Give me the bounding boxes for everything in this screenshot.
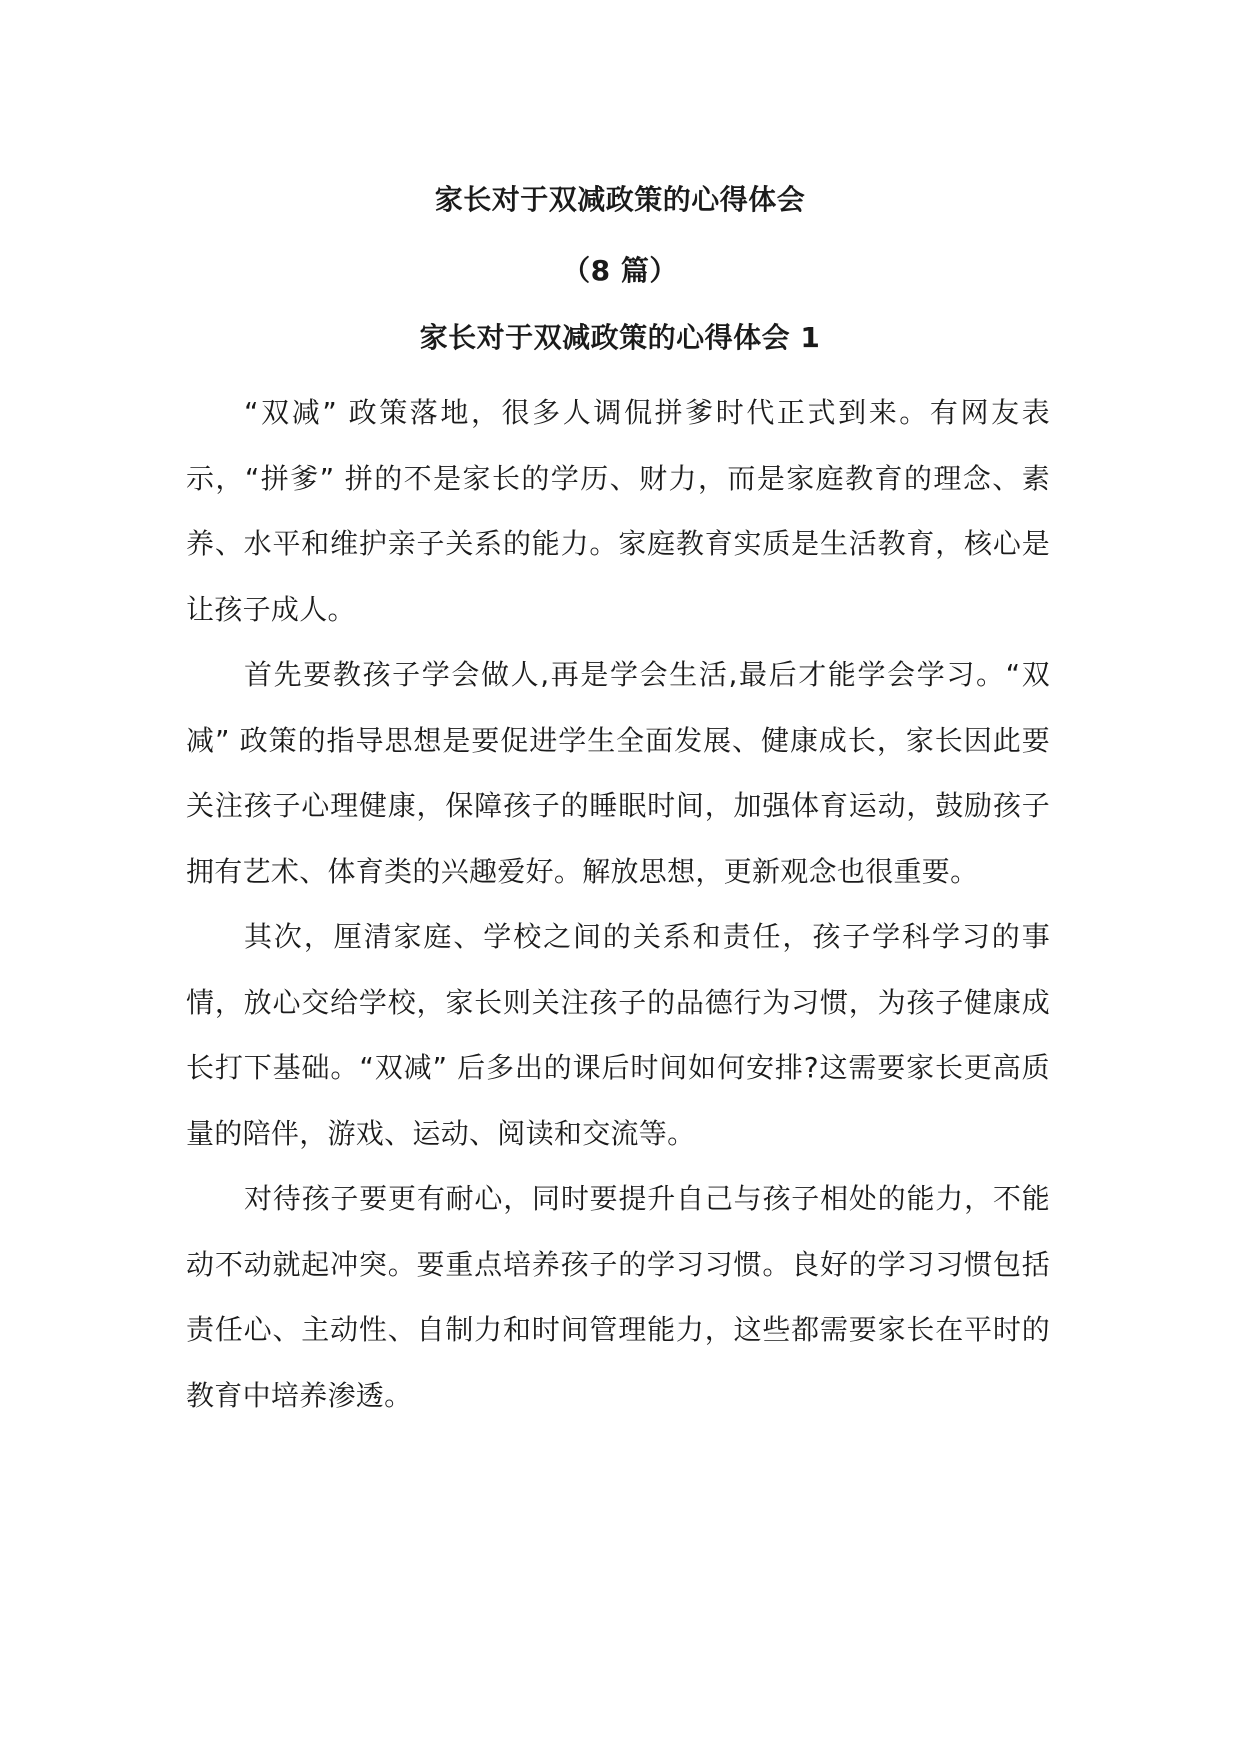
document-body: [186, 380, 1050, 1428]
section-title: 家长对于双减政策的心得体会 1: [419, 321, 821, 354]
document-title: 家长对于双减政策的心得体会: [434, 183, 806, 216]
paragraph-2: 首先要教孩子学会做人,再是学会生活,最后才能学会学习。“双减” 政策的指导思想是要促进学生全面发展、健康成长，家长因此要关注孩子心理健康，保障孩子的睡眠时间，加强体育运动，鼓励孩子拥有艺术、体育类的兴趣爱好。解放思想，更新观念也很重要。: [186, 658, 1050, 888]
document-subtitle: （8 篇）: [562, 254, 678, 287]
paragraph-4: 对待孩子要更有耐心，同时要提升自己与孩子相处的能力，不能动不动就起冲突。要重点培养孩子的学习习惯。良好的学习习惯包括责任心、主动性、自制力和时间管理能力，这些都需要家长在平时的教育中培养渗透。: [186, 1182, 1050, 1412]
paragraph-3: 其次，厘清家庭、学校之间的关系和责任，孩子学科学习的事情，放心交给学校，家长则关注孩子的品德行为习惯，为孩子健康成长打下基础。“双减” 后多出的课后时间如何安排?这需要家长更高质量的陪伴，游戏、运动、阅读和交流等。: [186, 920, 1050, 1150]
paragraph-1: “双减” 政策落地，很多人调侃拼爹时代正式到来。有网友表示，“拼爹” 拼的不是家长的学历、财力，而是家庭教育的理念、素养、水平和维护亲子关系的能力。家庭教育实质是生活教育，核心是让孩子成人。: [186, 396, 1050, 626]
